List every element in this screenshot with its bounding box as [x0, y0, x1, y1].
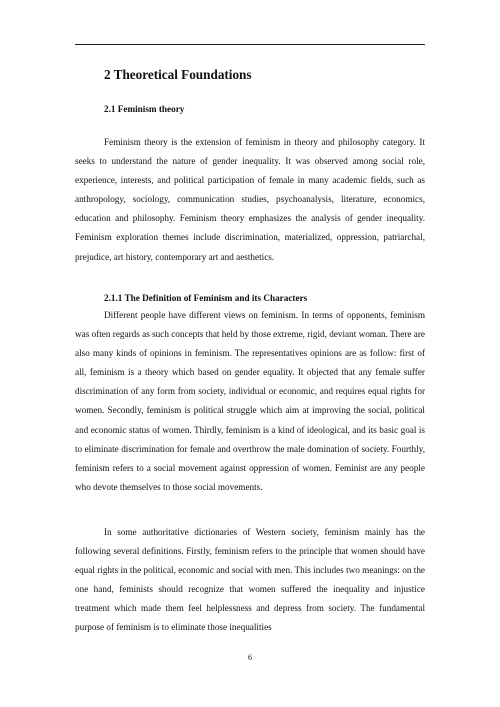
- header-rule: [75, 44, 425, 45]
- subsection-heading: 2.1.1 The Definition of Feminism and its Characters: [104, 293, 308, 303]
- page-number: 6: [248, 653, 252, 662]
- paragraph-definition: Different people have different views on feminism. In terms of opponents, feminism was often regards as such concepts that held by those extreme, rigid, deviant woman. There are also many kinds of opinions in feminism. The representatives opinions are as follow: first of all, feminism is a theory which based on gender equality. It objected that any female suffer discrimination of any form from society, individual or economic, and requires equal rights for women. Secondly, feminism is political struggle which aim at improving the social, political and economic status of women. Thirdly, feminism is a kind of ideological, and its basic goal is to eliminate discrimination for female and overthrow the male domination of society. Fourthly, feminism refers to a social movement against oppression of women. Feminist are any people who devote themselves to those social movements.: [75, 310, 425, 492]
- section-heading: 2.1 Feminism theory: [104, 104, 185, 114]
- chapter-heading: 2 Theoretical Foundations: [104, 67, 252, 82]
- paragraph-dictionaries: In some authoritative dictionaries of Western society, feminism mainly has the following several definitions. Firstly, feminism refers to the principle that women should have equal rights in the political, economic and social with men. This includes two meanings: on the one hand, feminists should recognize that women suffered the inequality and injustice treatment which made them feel helplessness and depress from society. The fundamental purpose of feminism is to eliminate those inequalities: [75, 527, 425, 633]
- paragraph-feminism-theory: Feminism theory is the extension of feminism in theory and philosophy category. It seeks to understand the nature of gender inequality. It was observed among social role, experience, interests, and political participation of female in many academic fields, such as anthropology, sociology, communication studies, psychoanalysis, literature, economics, education and philosophy. Feminism theory emphasizes the analysis of gender inequality. Feminism exploration themes include discrimination, materialized, oppression, patriarchal, prejudice, art history, contemporary art and aesthetics.: [75, 137, 425, 262]
